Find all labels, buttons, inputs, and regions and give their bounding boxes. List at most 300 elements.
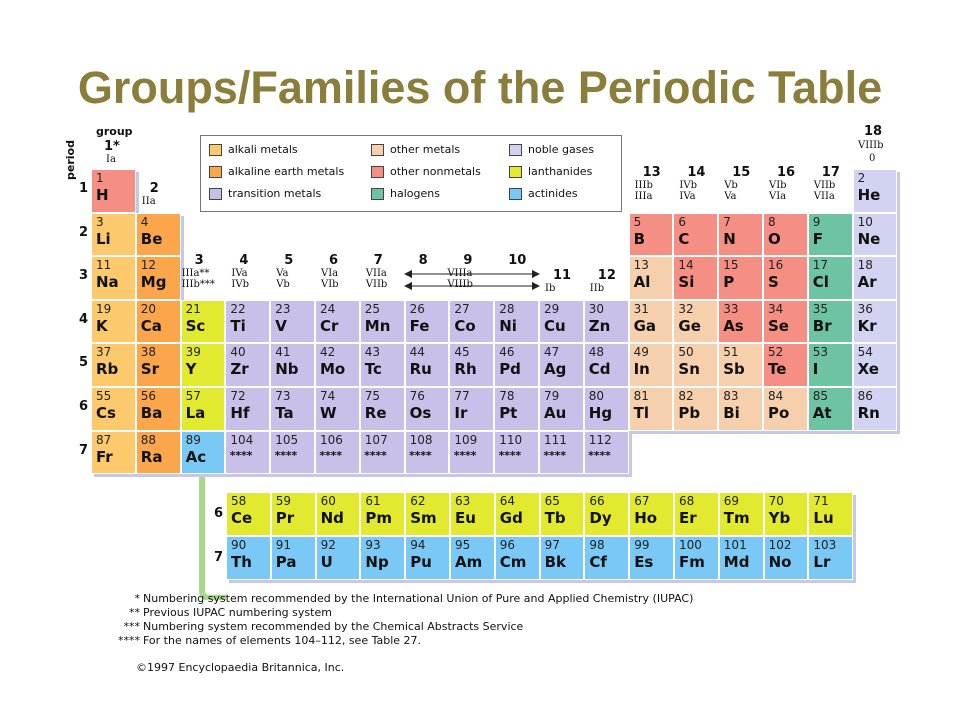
series-period-label: 6 xyxy=(214,506,224,521)
legend-swatch xyxy=(371,144,384,156)
atomic-number: 38 xyxy=(140,345,157,360)
atomic-number: 62 xyxy=(410,494,426,508)
atomic-number: 54 xyxy=(857,345,873,360)
group-roman-numeral: IVa xyxy=(231,268,248,279)
element-cell-4 xyxy=(136,213,181,257)
element-symbol: **** xyxy=(498,448,521,462)
element-cell-27 xyxy=(449,300,494,344)
element-cell-21 xyxy=(181,300,226,344)
element-symbol: Cd xyxy=(588,360,611,379)
atomic-number: 24 xyxy=(320,301,336,316)
element-cell-110 xyxy=(494,431,539,475)
group-number: 17 xyxy=(821,165,840,180)
element-cell-15 xyxy=(718,256,763,300)
element-cell-40 xyxy=(225,343,270,387)
atomic-number: 111 xyxy=(544,432,567,447)
period-label: 5 xyxy=(79,355,89,371)
element-symbol: W xyxy=(320,404,337,422)
atomic-number: 50 xyxy=(678,345,694,360)
atomic-number: 1 xyxy=(96,171,104,185)
atomic-number: 65 xyxy=(544,494,560,508)
element-cell-50 xyxy=(673,343,718,387)
footnote-marker: ** xyxy=(129,606,140,619)
element-symbol: Ar xyxy=(857,273,877,292)
group-number: 13 xyxy=(642,165,661,180)
legend-swatch xyxy=(509,144,522,156)
element-cell-72 xyxy=(225,387,270,431)
element-symbol: V xyxy=(275,316,287,335)
element-symbol: Cf xyxy=(589,553,607,571)
element-symbol: Am xyxy=(455,553,483,571)
atomic-number: 88 xyxy=(140,432,157,447)
element-symbol: Lu xyxy=(813,509,834,527)
series-period-label: 7 xyxy=(214,550,224,565)
element-symbol: In xyxy=(633,360,650,379)
element-cell-30 xyxy=(584,300,629,344)
atomic-number: 108 xyxy=(409,432,433,447)
element-symbol: Tl xyxy=(633,404,649,422)
group-number: 16 xyxy=(777,165,796,180)
element-cell-28 xyxy=(494,300,539,344)
group-roman-numeral: VIIa xyxy=(365,268,387,279)
element-cell-38 xyxy=(136,343,181,387)
atomic-number: 109 xyxy=(454,432,478,447)
element-symbol: Be xyxy=(140,229,163,248)
actinide-cell-92 xyxy=(316,536,361,580)
group-roman-numeral: Va xyxy=(724,191,737,202)
atomic-number: 37 xyxy=(96,345,112,360)
footnote-text: Previous IUPAC numbering system xyxy=(143,606,332,619)
element-symbol: Ba xyxy=(140,404,163,422)
element-symbol: **** xyxy=(587,448,611,462)
element-cell-76 xyxy=(405,387,450,431)
atomic-number: 55 xyxy=(96,389,112,403)
element-cell-1 xyxy=(91,169,136,213)
element-symbol: P xyxy=(723,273,735,292)
element-symbol: Hf xyxy=(230,404,250,422)
atomic-number: 49 xyxy=(633,345,649,360)
element-symbol: Md xyxy=(723,553,750,571)
atomic-number: 26 xyxy=(409,301,425,316)
element-symbol: Al xyxy=(633,273,651,292)
element-cell-34 xyxy=(763,300,808,344)
element-symbol: At xyxy=(812,404,832,422)
atomic-number: 90 xyxy=(231,538,247,552)
atomic-number: 102 xyxy=(768,538,792,552)
element-symbol: Ni xyxy=(499,316,517,335)
legend-swatch xyxy=(509,166,522,178)
element-cell-73 xyxy=(270,387,315,431)
element-cell-8 xyxy=(763,213,808,257)
atomic-number: 18 xyxy=(857,258,873,273)
actinide-cell-98 xyxy=(584,536,629,580)
element-symbol: La xyxy=(185,404,206,422)
atomic-number: 15 xyxy=(723,258,739,273)
lanthanide-cell-62 xyxy=(405,492,450,536)
legend-swatch xyxy=(209,188,222,200)
element-cell-10 xyxy=(853,213,898,257)
atomic-number: 105 xyxy=(275,432,299,447)
legend-label: alkaline earth metals xyxy=(228,165,345,178)
footnote-marker: * xyxy=(134,592,140,605)
element-symbol: Y xyxy=(185,360,197,379)
actinide-cell-94 xyxy=(405,536,450,580)
element-cell-81 xyxy=(629,387,674,431)
lanthanide-cell-59 xyxy=(271,492,316,536)
atomic-number: 9 xyxy=(812,214,821,229)
group-roman-numeral: IIa xyxy=(141,196,156,207)
element-symbol: Er xyxy=(679,509,697,527)
element-cell-51 xyxy=(718,343,763,387)
legend xyxy=(200,135,622,212)
element-cell-11 xyxy=(91,256,136,300)
atomic-number: 45 xyxy=(454,345,470,360)
element-symbol: Sn xyxy=(678,360,700,379)
element-cell-3 xyxy=(91,213,136,257)
group-roman-numeral: IIIa xyxy=(634,191,653,202)
atomic-number: 78 xyxy=(499,389,515,403)
footnote-text: Numbering system recommended by the Chemical Abstracts Service xyxy=(143,620,524,633)
element-cell-75 xyxy=(360,387,405,431)
element-symbol: Th xyxy=(231,553,252,571)
element-symbol: Lr xyxy=(813,553,831,571)
element-cell-87 xyxy=(91,431,136,475)
element-symbol: Li xyxy=(96,229,111,248)
atomic-number: 110 xyxy=(499,432,523,447)
atomic-number: 34 xyxy=(768,301,784,316)
group-number: 12 xyxy=(597,268,616,283)
atomic-number: 84 xyxy=(768,389,784,403)
atomic-number: 104 xyxy=(230,432,254,447)
group-roman-numeral: IIb xyxy=(589,283,605,294)
element-cell-24 xyxy=(315,300,360,344)
element-cell-37 xyxy=(91,343,136,387)
element-cell-74 xyxy=(315,387,360,431)
element-symbol: Os xyxy=(409,404,432,422)
element-symbol: Nb xyxy=(275,360,299,379)
atomic-number: 92 xyxy=(320,538,336,552)
element-cell-80 xyxy=(584,387,629,431)
atomic-number: 56 xyxy=(140,389,157,403)
atomic-number: 29 xyxy=(544,301,560,316)
group1-number: 1* xyxy=(104,139,120,154)
atomic-number: 16 xyxy=(768,258,784,273)
group-roman-numeral: Vb xyxy=(276,279,290,290)
atomic-number: 23 xyxy=(275,301,291,316)
element-cell-106 xyxy=(315,431,360,475)
element-symbol: Tm xyxy=(723,509,750,527)
legend-label: noble gases xyxy=(528,143,594,156)
atomic-number: 96 xyxy=(499,538,516,552)
group-roman-numeral: VIIIb xyxy=(447,279,473,290)
atomic-number: 12 xyxy=(140,258,157,273)
element-symbol: **** xyxy=(453,448,476,462)
element-cell-32 xyxy=(673,300,718,344)
period-label: 1 xyxy=(79,181,89,196)
group-roman-numeral: VIa xyxy=(321,268,339,279)
element-symbol: No xyxy=(768,553,792,571)
atomic-number: 39 xyxy=(185,345,201,360)
legend-label: lanthanides xyxy=(528,165,593,178)
element-cell-26 xyxy=(405,300,450,344)
group-roman-numeral: VIIa xyxy=(813,191,835,202)
element-symbol: Re xyxy=(364,404,387,422)
element-cell-105 xyxy=(270,431,315,475)
element-symbol: Gd xyxy=(499,509,523,527)
period-label: 4 xyxy=(79,311,89,327)
element-symbol: Te xyxy=(768,360,787,379)
element-symbol: Pr xyxy=(275,509,295,527)
legend-swatch xyxy=(371,166,384,178)
actinide-cell-101 xyxy=(719,536,764,580)
legend-label: transition metals xyxy=(228,187,322,200)
element-symbol: Au xyxy=(544,404,567,422)
element-symbol: Po xyxy=(768,404,790,422)
footnote xyxy=(100,592,693,605)
element-cell-44 xyxy=(405,343,450,387)
atomic-number: 66 xyxy=(589,494,605,508)
element-symbol: Si xyxy=(678,273,695,292)
group-roman-numeral: Ib xyxy=(545,283,556,294)
element-cell-56 xyxy=(136,387,181,431)
actinide-cell-97 xyxy=(540,536,585,580)
atomic-number: 35 xyxy=(812,301,829,316)
element-symbol: Nd xyxy=(320,509,344,527)
element-cell-82 xyxy=(673,387,718,431)
element-symbol: Co xyxy=(454,316,476,335)
element-cell-6 xyxy=(673,213,718,257)
lanthanide-cell-66 xyxy=(584,492,629,536)
actinide-cell-91 xyxy=(271,536,316,580)
group-roman-numeral: IIIa** xyxy=(181,268,210,279)
legend-label: alkali metals xyxy=(228,143,298,156)
atomic-number: 97 xyxy=(544,538,560,552)
element-symbol: Cm xyxy=(499,553,527,571)
atomic-number: 57 xyxy=(185,389,201,403)
atomic-number: 79 xyxy=(544,389,560,403)
element-symbol: Sc xyxy=(185,316,206,335)
atomic-number: 60 xyxy=(320,494,336,508)
element-cell-42 xyxy=(315,343,360,387)
group-axis-label: group xyxy=(96,125,133,138)
atomic-number: 14 xyxy=(678,258,694,273)
atomic-number: 81 xyxy=(633,389,649,403)
page-title: Groups/Families of the Periodic Table xyxy=(77,62,883,113)
element-symbol: Cu xyxy=(544,316,566,335)
element-cell-33 xyxy=(718,300,763,344)
atomic-number: 71 xyxy=(813,494,829,508)
atomic-number: 48 xyxy=(588,345,605,360)
atomic-number: 44 xyxy=(409,345,425,360)
group-roman-numeral: VIb xyxy=(321,279,339,290)
element-cell-112 xyxy=(584,431,629,475)
element-symbol: Pd xyxy=(499,360,521,379)
group-number: 10 xyxy=(508,253,527,268)
element-cell-85 xyxy=(808,387,853,431)
element-symbol: **** xyxy=(363,448,387,462)
legend-swatch xyxy=(371,188,384,200)
element-cell-47 xyxy=(539,343,584,387)
element-symbol: Bk xyxy=(544,553,567,571)
atomic-number: 40 xyxy=(230,345,246,360)
group-number: 8 xyxy=(418,253,428,268)
element-symbol: Mn xyxy=(364,316,391,335)
element-cell-19 xyxy=(91,300,136,344)
element-cell-104 xyxy=(225,431,270,475)
atomic-number: 73 xyxy=(275,389,291,403)
element-symbol: Rb xyxy=(96,360,119,379)
element-symbol: Pa xyxy=(275,553,297,571)
atomic-number: 93 xyxy=(365,538,381,552)
element-symbol: Mg xyxy=(140,273,167,292)
element-symbol: Ti xyxy=(230,316,246,335)
group-8-10-arrow xyxy=(404,266,544,296)
actinide-cell-95 xyxy=(450,536,495,580)
element-symbol: Hg xyxy=(588,404,613,422)
element-symbol: Fr xyxy=(96,447,113,466)
element-cell-36 xyxy=(853,300,898,344)
element-cell-88 xyxy=(136,431,181,475)
footnote-text: Numbering system recommended by the International Union of Pure and Applied Chemistry (IUPAC) xyxy=(143,592,694,605)
atomic-number: 6 xyxy=(678,214,687,229)
group1-roman: Ia xyxy=(106,154,116,165)
group-number: 2 xyxy=(149,181,159,196)
element-symbol: Ga xyxy=(633,316,657,335)
group-number: 14 xyxy=(687,165,706,180)
element-cell-45 xyxy=(449,343,494,387)
atomic-number: 17 xyxy=(812,258,829,273)
element-cell-22 xyxy=(225,300,270,344)
atomic-number: 103 xyxy=(813,538,837,552)
lanthanide-cell-63 xyxy=(450,492,495,536)
element-symbol: Ac xyxy=(185,447,207,466)
element-symbol: Kr xyxy=(857,316,877,335)
element-cell-78 xyxy=(494,387,539,431)
element-cell-108 xyxy=(405,431,450,475)
element-symbol: **** xyxy=(543,448,566,462)
element-symbol: Tb xyxy=(544,509,566,527)
element-cell-9 xyxy=(808,213,853,257)
element-symbol: **** xyxy=(319,448,342,462)
copyright: ©1997 Encyclopaedia Britannica, Inc. xyxy=(136,661,345,674)
group-roman-numeral: Vb xyxy=(724,180,738,191)
group-number: 4 xyxy=(239,253,249,268)
element-cell-17 xyxy=(808,256,853,300)
legend-label: other nonmetals xyxy=(390,165,481,178)
element-cell-48 xyxy=(584,343,629,387)
element-symbol: Eu xyxy=(455,509,476,527)
element-symbol: Ho xyxy=(634,509,658,527)
element-symbol: Br xyxy=(812,316,832,335)
atomic-number: 4 xyxy=(140,214,149,229)
group-number: 11 xyxy=(553,268,572,283)
legend-label: actinides xyxy=(528,187,578,200)
atomic-number: 19 xyxy=(96,301,112,316)
element-cell-12 xyxy=(136,256,181,300)
atomic-number: 27 xyxy=(454,301,470,316)
atomic-number: 67 xyxy=(634,494,650,508)
atomic-number: 53 xyxy=(812,345,829,360)
element-symbol: Tc xyxy=(364,360,382,379)
atomic-number: 22 xyxy=(230,301,246,316)
element-symbol: Sr xyxy=(140,360,159,379)
lanthanide-cell-60 xyxy=(316,492,361,536)
atomic-number: 25 xyxy=(364,301,381,316)
group-roman-numeral: VIIb xyxy=(813,180,836,191)
element-cell-7 xyxy=(718,213,763,257)
group-number: 5 xyxy=(284,253,294,268)
element-symbol: Ta xyxy=(275,404,294,422)
element-symbol: Pu xyxy=(410,553,432,571)
element-cell-52 xyxy=(763,343,808,387)
element-symbol: F xyxy=(812,229,824,248)
element-symbol: Xe xyxy=(857,360,879,379)
atomic-number: 85 xyxy=(812,389,829,403)
element-cell-31 xyxy=(629,300,674,344)
element-symbol: C xyxy=(678,229,690,248)
element-symbol: Ru xyxy=(409,360,432,379)
period-label: 3 xyxy=(79,268,89,284)
element-symbol: Pt xyxy=(499,404,518,422)
element-symbol: Np xyxy=(365,553,389,571)
actinide-cell-102 xyxy=(764,536,809,580)
element-symbol: Na xyxy=(96,273,119,292)
group-roman-numeral: IIIb xyxy=(634,180,653,191)
group-roman-numeral: IVb xyxy=(231,279,249,290)
element-symbol: Fe xyxy=(409,316,430,335)
element-cell-83 xyxy=(718,387,763,431)
element-symbol: **** xyxy=(229,448,252,462)
element-cell-25 xyxy=(360,300,405,344)
element-symbol: S xyxy=(768,273,779,292)
element-symbol: Bi xyxy=(723,404,740,422)
atomic-number: 83 xyxy=(723,389,739,403)
actinide-cell-103 xyxy=(808,536,853,580)
element-symbol: Ra xyxy=(140,447,163,466)
atomic-number: 87 xyxy=(96,432,112,447)
element-cell-49 xyxy=(629,343,674,387)
atomic-number: 33 xyxy=(723,301,739,316)
element-symbol: O xyxy=(768,229,781,248)
element-cell-18 xyxy=(853,256,898,300)
atomic-number: 20 xyxy=(140,301,157,316)
lanthanide-cell-64 xyxy=(495,492,540,536)
footnote xyxy=(100,620,523,633)
element-symbol: Es xyxy=(634,553,654,571)
group-roman-numeral: IIIb*** xyxy=(181,279,215,290)
atomic-number: 46 xyxy=(499,345,515,360)
atomic-number: 89 xyxy=(185,432,201,447)
atomic-number: 69 xyxy=(723,494,740,508)
element-symbol: Cr xyxy=(320,316,339,335)
atomic-number: 31 xyxy=(633,301,649,316)
element-symbol: Sm xyxy=(410,509,437,527)
element-cell-20 xyxy=(136,300,181,344)
atomic-number: 95 xyxy=(455,538,471,552)
legend-swatch xyxy=(509,188,522,200)
atomic-number: 76 xyxy=(409,389,425,403)
element-symbol: Cs xyxy=(96,404,116,422)
element-symbol: Zn xyxy=(588,316,611,335)
element-symbol: He xyxy=(857,186,881,204)
footnote xyxy=(100,634,421,647)
element-cell-57 xyxy=(181,387,226,431)
atomic-number: 80 xyxy=(588,389,605,403)
atomic-number: 64 xyxy=(499,494,516,508)
group-number: 9 xyxy=(463,253,473,268)
element-cell-53 xyxy=(808,343,853,387)
group-roman-numeral: VIa xyxy=(769,191,787,202)
